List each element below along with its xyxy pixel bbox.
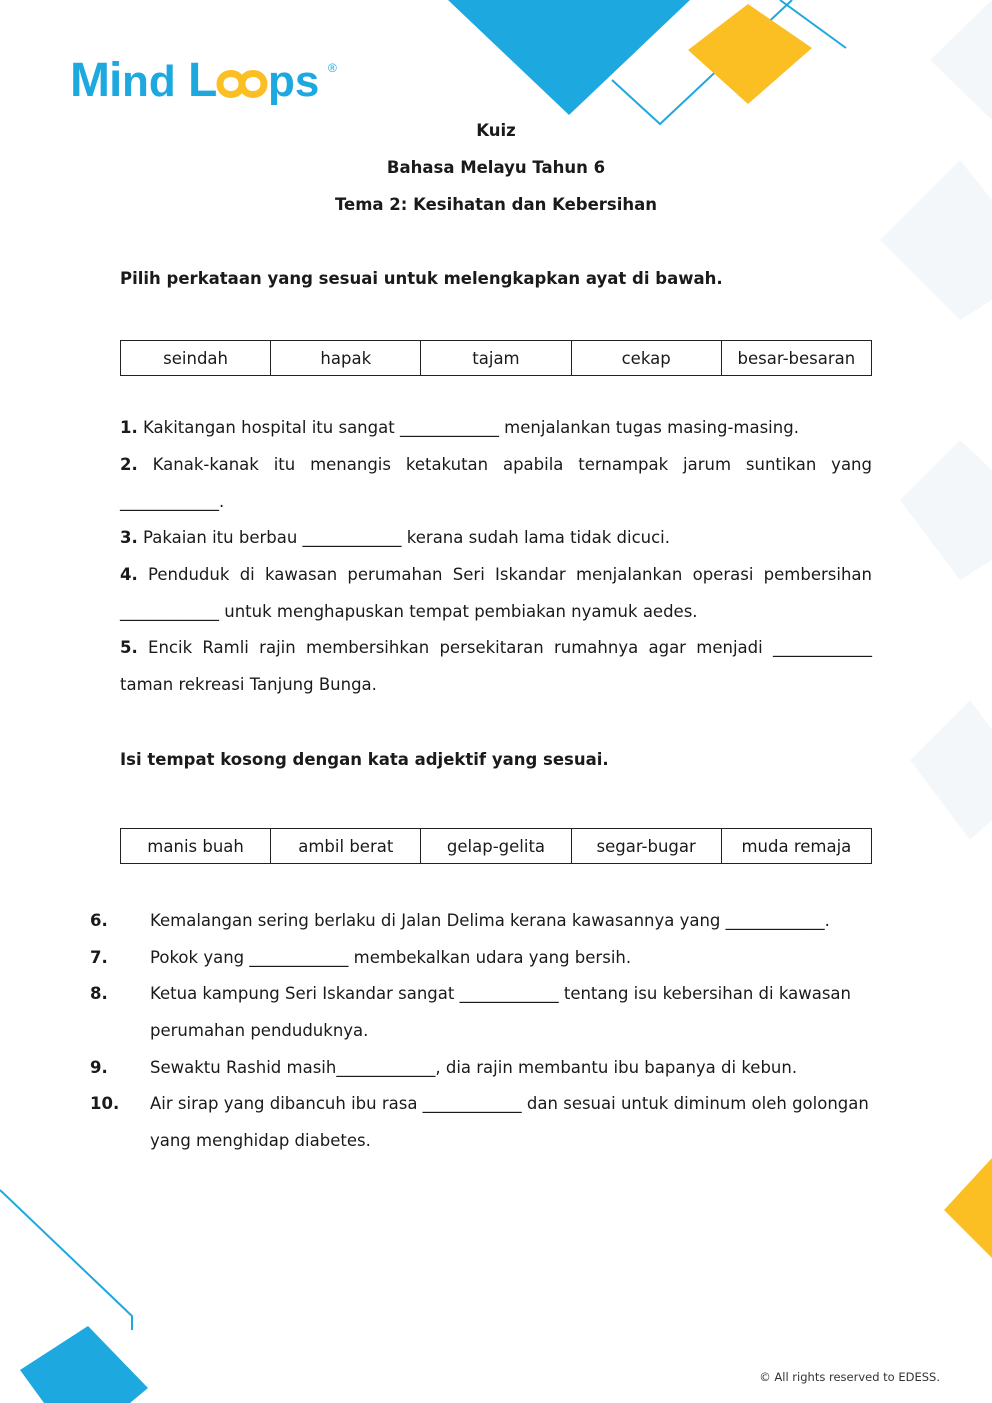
top-yellow-diamond	[688, 4, 812, 104]
question-3: 3. Pakaian itu berbau ____________ kerana sudah lama tidak dicuci.	[120, 528, 671, 547]
word-bank-cell: seindah	[121, 341, 271, 376]
question-2: 2. Kanak-kanak itu menangis ketakutan apabila ternampak jarum suntikan yang ____________.	[120, 455, 872, 511]
question-8: 8. Ketua kampung Seri Iskandar sangat ____________ tentang isu kebersihan di kawasan perumahan penduduknya.	[90, 984, 851, 1040]
top-blue-triangle	[448, 0, 690, 115]
bottom-left-outline	[0, 1190, 132, 1330]
faint-grid-pattern	[880, 0, 992, 840]
bottom-left-blue-diamond	[20, 1326, 148, 1403]
word-bank-cell: tajam	[421, 341, 571, 376]
word-bank-cell: besar-besaran	[721, 341, 871, 376]
section1-word-bank	[120, 340, 872, 376]
svg-text:ps: ps	[268, 57, 320, 106]
question-10: 10. Air sirap yang dibancuh ibu rasa ____________ dan sesuai untuk diminum oleh golongan yang menghidap diabetes.	[90, 1094, 869, 1150]
svg-text:nd: nd	[122, 57, 176, 106]
word-bank-cell: hapak	[271, 341, 421, 376]
word-bank-cell: cekap	[571, 341, 721, 376]
copyright-notice: © All rights reserved to EDESS.	[759, 1370, 940, 1384]
mindloops-logo	[70, 52, 345, 116]
question-4: 4. Penduduk di kawasan perumahan Seri Iskandar menjalankan operasi pembersihan ____________ untuk menghapuskan tempat pembiakan nyamuk aedes.	[120, 565, 872, 621]
word-bank-cell: gelap-gelita	[421, 829, 571, 864]
section1-instruction: Pilih perkataan yang sesuai untuk melengkapkan ayat di bawah.	[120, 269, 723, 288]
svg-text:L: L	[188, 54, 218, 107]
question-1: 1. Kakitangan hospital itu sangat ____________ menjalankan tugas masing-masing.	[120, 418, 799, 437]
word-bank-cell: segar-bugar	[571, 829, 721, 864]
question-9: 9. Sewaktu Rashid masih____________, dia rajin membantu ibu bapanya di kebun.	[90, 1058, 798, 1077]
section2-word-bank	[120, 828, 872, 864]
subject-title: Bahasa Melayu Tahun 6	[386, 158, 606, 177]
section2-instruction: Isi tempat kosong dengan kata adjektif yang sesuai.	[120, 750, 609, 769]
word-bank-cell: muda remaja	[721, 829, 871, 864]
quiz-title: Kuiz	[476, 121, 516, 140]
theme-title: Tema 2: Kesihatan dan Kebersihan	[334, 195, 658, 214]
question-7: 7. Pokok yang ____________ membekalkan udara yang bersih.	[90, 948, 632, 967]
question-5: 5. Encik Ramli rajin membersihkan persekitaran rumahnya agar menjadi ____________ taman rekreasi Tanjung Bunga.	[120, 638, 872, 694]
question-6: 6. Kemalangan sering berlaku di Jalan Delima kerana kawasannya yang ____________.	[90, 911, 830, 930]
right-yellow-diamond	[944, 1158, 992, 1258]
word-bank-cell: manis buah	[121, 829, 271, 864]
word-bank-cell: ambil berat	[271, 829, 421, 864]
svg-text:Mi: Mi	[70, 54, 122, 107]
svg-text:®: ®	[328, 61, 337, 75]
